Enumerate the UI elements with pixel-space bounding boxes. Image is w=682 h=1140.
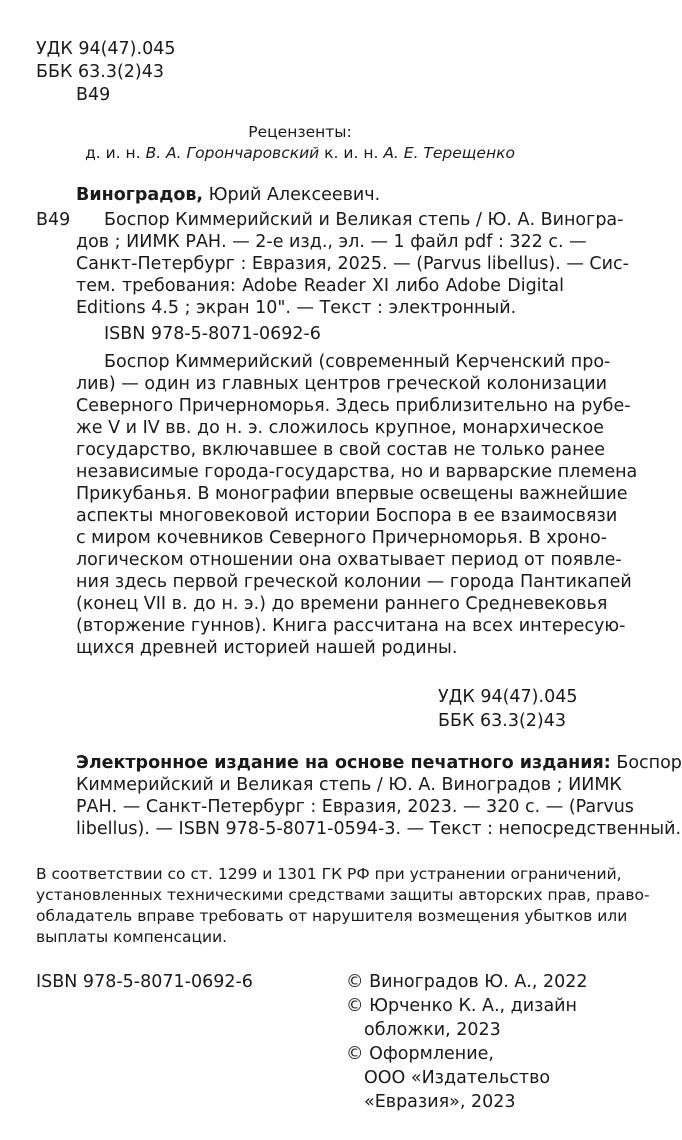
bibliographic-record bbox=[76, 184, 629, 345]
udk-code: УДК 94(47).045 bbox=[36, 39, 176, 59]
print-source bbox=[76, 752, 682, 840]
print-source-line: libellus). — ISBN 978-5-8071-0594-3. — Текст : непосредственный. bbox=[76, 819, 682, 839]
print-source-label: Электронное издание на основе печатного издания: bbox=[76, 753, 611, 773]
legal-line: установленных техническими средствами защиты авторских прав, право- bbox=[36, 886, 650, 904]
description-line: тем. требования: Adobe Reader XI либо Adobe Digital bbox=[76, 276, 564, 296]
annotation-line: логическом отношении она охватывает период от появле- bbox=[76, 550, 622, 570]
reviewer-1-name: В. А. Горончаровский bbox=[145, 144, 320, 162]
annotation-line: щихся древней историей нашей родины. bbox=[76, 638, 458, 658]
isbn-bottom: ISBN 978-5-8071-0692-6 bbox=[36, 972, 253, 992]
reviewers-names bbox=[36, 143, 564, 164]
author-heading bbox=[76, 184, 564, 206]
author-given-names: Юрий Алексеевич. bbox=[203, 185, 381, 205]
description-line: Editions 4.5 ; экран 10". — Текст : электронный. bbox=[76, 298, 517, 318]
author-mark-left: В49 bbox=[36, 210, 71, 230]
annotation-line: Северного Причерноморья. Здесь приблизительно на рубе- bbox=[76, 396, 631, 416]
legal-line: выплаты компенсации. bbox=[36, 928, 228, 946]
print-source-line: Киммерийский и Великая степь / Ю. А. Виноградов ; ИИМК bbox=[76, 775, 622, 795]
reviewer-1-degree: д. и. н. bbox=[85, 144, 141, 162]
annotation-line: (конец VII в. до н. э.) до времени раннего Средневековья bbox=[76, 594, 608, 614]
reviewer-2-name: А. Е. Терещенко bbox=[383, 144, 515, 162]
classification-bottom bbox=[438, 686, 577, 732]
description-line: дов ; ИИМК РАН. — 2-е изд., эл. — 1 файл pdf : 322 с. — bbox=[76, 232, 587, 252]
annotation-line: государство, включавшее в свой состав не только ранее bbox=[76, 440, 606, 460]
annotation-line: аспекты многовековой истории Боспора в ее взаимосвязи bbox=[76, 506, 618, 526]
reviewers-heading: Рецензенты: bbox=[248, 123, 352, 141]
legal-line: обладатель вправе требовать от нарушителя возмещения убытков или bbox=[36, 907, 628, 925]
annotation-line: ния здесь первой греческой колонии — города Пантикапей bbox=[76, 572, 632, 592]
annotation-line: лив) — один из главных центров греческой колонизации bbox=[76, 374, 608, 394]
print-source-line: Электронное издание на основе печатного издания: Боспор bbox=[76, 753, 682, 773]
copyright-publisher: ООО «Издательство bbox=[364, 1068, 551, 1088]
classification-block bbox=[36, 38, 175, 106]
author-surname: Виноградов, bbox=[76, 185, 204, 205]
annotation-line: независимые города-государства, но и варварские племена bbox=[76, 462, 638, 482]
bbk-code: ББК 63.3(2)43 bbox=[36, 62, 165, 82]
legal-notice bbox=[36, 864, 650, 948]
copyright-author: © Виноградов Ю. А., 2022 bbox=[346, 972, 588, 992]
annotation-line: же V и IV вв. до н. э. сложилось крупное, монархическое bbox=[76, 418, 604, 438]
copyright-design: © Юрченко К. А., дизайн bbox=[346, 996, 577, 1016]
description-line: Санкт-Петербург : Евразия, 2025. — (Parvus libellus). — Сис- bbox=[76, 254, 629, 274]
annotation-line: с миром кочевников Северного Причерноморья. В хроно- bbox=[76, 528, 607, 548]
description-line: Боспор Киммерийский и Великая степь / Ю. А. Виногра- bbox=[104, 210, 624, 230]
description-text bbox=[76, 209, 629, 319]
author-mark: В49 bbox=[76, 85, 111, 105]
annotation bbox=[76, 351, 638, 659]
isbn-electronic: ISBN 978-5-8071-0692-6 bbox=[104, 324, 321, 344]
copyright-design-cont: обложки, 2023 bbox=[364, 1020, 501, 1040]
copyright-block bbox=[346, 971, 588, 1113]
annotation-line: Боспор Киммерийский (современный Керченский про- bbox=[104, 352, 611, 372]
bbk-code-bottom: ББК 63.3(2)43 bbox=[438, 711, 567, 731]
udk-code-bottom: УДК 94(47).045 bbox=[438, 687, 578, 707]
reviewer-2-degree: к. и. н. bbox=[324, 144, 379, 162]
copyright-publisher-cont: «Евразия», 2023 bbox=[364, 1092, 516, 1112]
annotation-line: (вторжение гуннов). Книга рассчитана на всех интересую- bbox=[76, 616, 626, 636]
annotation-line: Прикубанья. В монографии впервые освещены важнейшие bbox=[76, 484, 628, 504]
legal-line: В соответствии со ст. 1299 и 1301 ГК РФ при устранении ограничений, bbox=[36, 865, 622, 883]
reviewers-block bbox=[36, 122, 564, 164]
copyright-layout: © Оформление, bbox=[346, 1044, 494, 1064]
print-source-line: РАН. — Санкт-Петербург : Евразия, 2023. — 320 с. — (Parvus bbox=[76, 797, 634, 817]
